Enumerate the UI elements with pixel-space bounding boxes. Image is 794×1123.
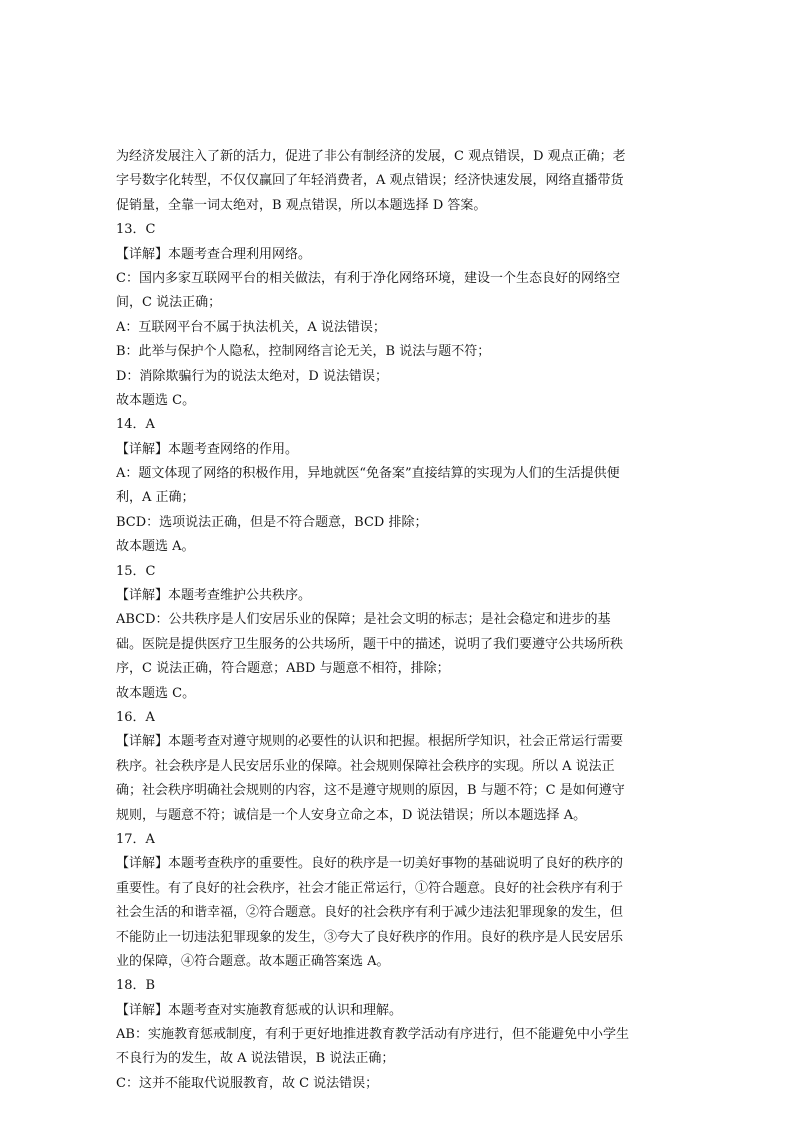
- text-line: 规则，与题意不符；诚信是一个人安身立命之本，D 说法错误；所以本题选择 A。: [116, 807, 587, 823]
- explanation-heading: 【详解】本题考查合理利用网络。: [116, 246, 312, 262]
- text-line: 序，C 说法正确，符合题意；ABD 与题意不相符，排除；: [116, 661, 450, 677]
- text-line: 故本题选 A。: [116, 539, 195, 555]
- text-line: 社会生活的和谐幸福，②符合题意。良好的社会秩序有利于减少违法犯罪现象的发生，但: [116, 905, 624, 921]
- text-line: 础。医院是提供医疗卫生服务的公共场所，题干中的描述，说明了我们要遵守公共场所秩: [116, 636, 624, 652]
- text-line: 间，C 说法正确；: [116, 295, 222, 311]
- text-line: 不能防止一切违法犯罪现象的发生，③夸大了良好秩序的作用。良好的秩序是人民安居乐: [116, 929, 624, 945]
- text-line: AB：实施教育惩戒制度，有利于更好地推进教育教学活动有序进行，但不能避免中小学生: [116, 1027, 629, 1043]
- text-line: A：互联网平台不属于执法机关，A 说法错误；: [116, 319, 386, 335]
- question-number: 14．A: [116, 417, 155, 433]
- explanation-heading: 【详解】本题考查网络的作用。: [116, 441, 299, 457]
- text-line: BCD：选项说法正确，但是不符合题意，BCD 排除；: [116, 514, 428, 530]
- text-line: 业的保障，④符合题意。故本题正确答案选 A。: [116, 953, 390, 969]
- explanation-heading: 【详解】本题考查对遵守规则的必要性的认识和把握。根据所学知识，社会正常运行需要: [116, 734, 624, 750]
- text-line: A：题文体现了网络的积极作用，异地就医“免备案”直接结算的实现为人们的生活提供便: [116, 466, 620, 482]
- document-page: [116, 145, 682, 1096]
- text-line: 故本题选 C。: [116, 392, 196, 408]
- question-number: 16．A: [116, 709, 155, 725]
- text-line: 确；社会秩序明确社会规则的内容，这不是遵守规则的原因，B 与题不符；C 是如何遵守: [116, 783, 625, 799]
- text-line: 促销量，全靠一词太绝对，B 观点错误，所以本题选择 D 答案。: [116, 197, 487, 213]
- question-number: 17．A: [116, 831, 155, 847]
- text-line: 重要性。有了良好的社会秩序，社会才能正常运行，①符合题意。良好的社会秩序有利于: [116, 880, 624, 896]
- question-number: 15．C: [116, 563, 156, 579]
- explanation-heading: 【详解】本题考查对实施教育惩戒的认识和理解。: [116, 1002, 403, 1018]
- text-line: C：这并不能取代说服教育，故 C 说法错误；: [116, 1075, 379, 1091]
- text-line: 不良行为的发生，故 A 说法错误，B 说法正确；: [116, 1051, 395, 1067]
- text-line: C：国内多家互联网平台的相关做法，有利于净化网络环境，建设一个生态良好的网络空: [116, 270, 620, 286]
- question-number: 13．C: [116, 222, 156, 238]
- explanation-heading: 【详解】本题考查维护公共秩序。: [116, 588, 312, 604]
- text-line: ABCD：公共秩序是人们安居乐业的保障；是社会文明的标志；是社会稳定和进步的基: [116, 612, 611, 628]
- text-line: 为经济发展注入了新的活力，促进了非公有制经济的发展，C 观点错误，D 观点正确；老: [116, 149, 626, 164]
- text-line: 秩序。社会秩序是人民安居乐业的保障。社会规则保障社会秩序的实现。所以 A 说法正: [116, 758, 615, 774]
- question-number: 18．B: [116, 978, 156, 994]
- text-line: 故本题选 C。: [116, 685, 196, 701]
- explanation-heading: 【详解】本题考查秩序的重要性。良好的秩序是一切美好事物的基础说明了良好的秩序的: [116, 856, 624, 872]
- text-line: B：此举与保护个人隐私，控制网络言论无关，B 说法与题不符；: [116, 344, 491, 360]
- text-line: D：消除欺骗行为的说法太绝对，D 说法错误；: [116, 368, 388, 384]
- text-line: 利，A 正确；: [116, 490, 195, 506]
- text-line: 字号数字化转型，不仅仅赢回了年轻消费者，A 观点错误；经济快速发展，网络直播带货: [116, 173, 624, 189]
